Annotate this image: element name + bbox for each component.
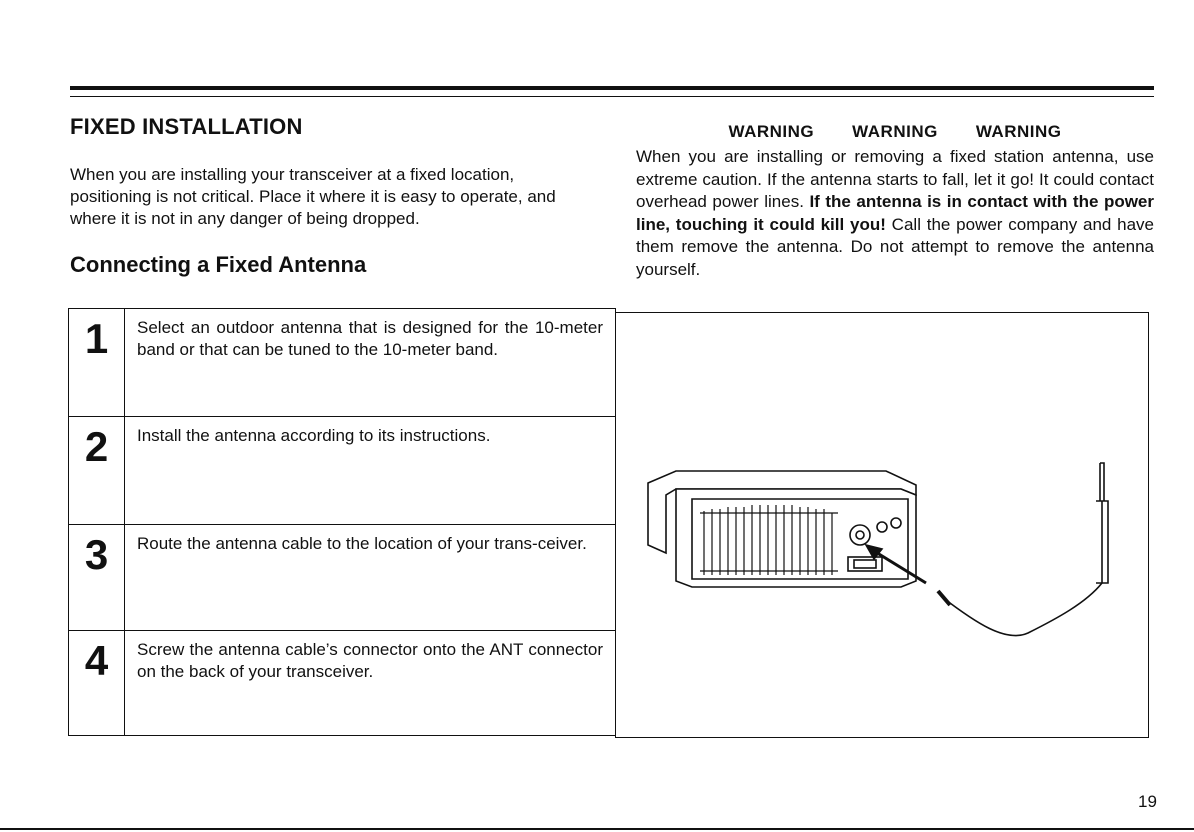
subsection-title: Connecting a Fixed Antenna (70, 252, 367, 277)
warning-paragraph (636, 146, 1154, 281)
step-row (69, 525, 615, 631)
step-number: 3 (69, 525, 125, 630)
warning-text-1: When you are installing or removing a fixed station antenna, use extreme caution. If the antenna starts to fall, let it go! It could contact overhead power lines. (636, 147, 1154, 211)
step-row (69, 309, 615, 417)
top-rule-thick (70, 86, 1154, 90)
warning-word-1: WARNING (728, 122, 815, 141)
warning-text-2: Call the power company and have them remove the antenna. Do not attempt to remove the antenna yourself. (636, 214, 1155, 279)
intro-paragraph: When you are installing your transceiver at a fixed location, positioning is not critical. Place it where it is easy to operate, and where it is not in any danger of being dropped. (70, 165, 556, 228)
step-number: 1 (69, 309, 125, 416)
warning-text-bold: If the antenna is in contact with the power line, touching it could kill you! (636, 192, 1155, 234)
step-text: Screw the antenna cable’s connector onto the ANT connector on the back of your transceiver. (137, 640, 603, 681)
step-row (69, 417, 615, 525)
step-text: Install the antenna according to its instructions. (137, 426, 491, 445)
step-number: 4 (69, 631, 125, 736)
steps-table (68, 308, 616, 736)
warning-heading (636, 122, 1154, 142)
step-text: Route the antenna cable to the location of your trans-ceiver. (137, 534, 587, 553)
step-text: Select an outdoor antenna that is designed for the 10-meter band or that can be tuned to the 10-meter band. (137, 318, 603, 359)
bottom-rule (0, 828, 1194, 830)
illustration-panel (615, 312, 1149, 738)
page-number: 19 (1138, 792, 1157, 811)
warning-word-3: WARNING (975, 122, 1062, 141)
transceiver-antenna-illustration-icon (616, 313, 1148, 737)
step-row (69, 631, 615, 736)
section-title: FIXED INSTALLATION (70, 114, 303, 139)
step-number: 2 (69, 417, 125, 524)
warning-word-2: WARNING (852, 122, 938, 141)
top-rule-thin (70, 96, 1154, 97)
